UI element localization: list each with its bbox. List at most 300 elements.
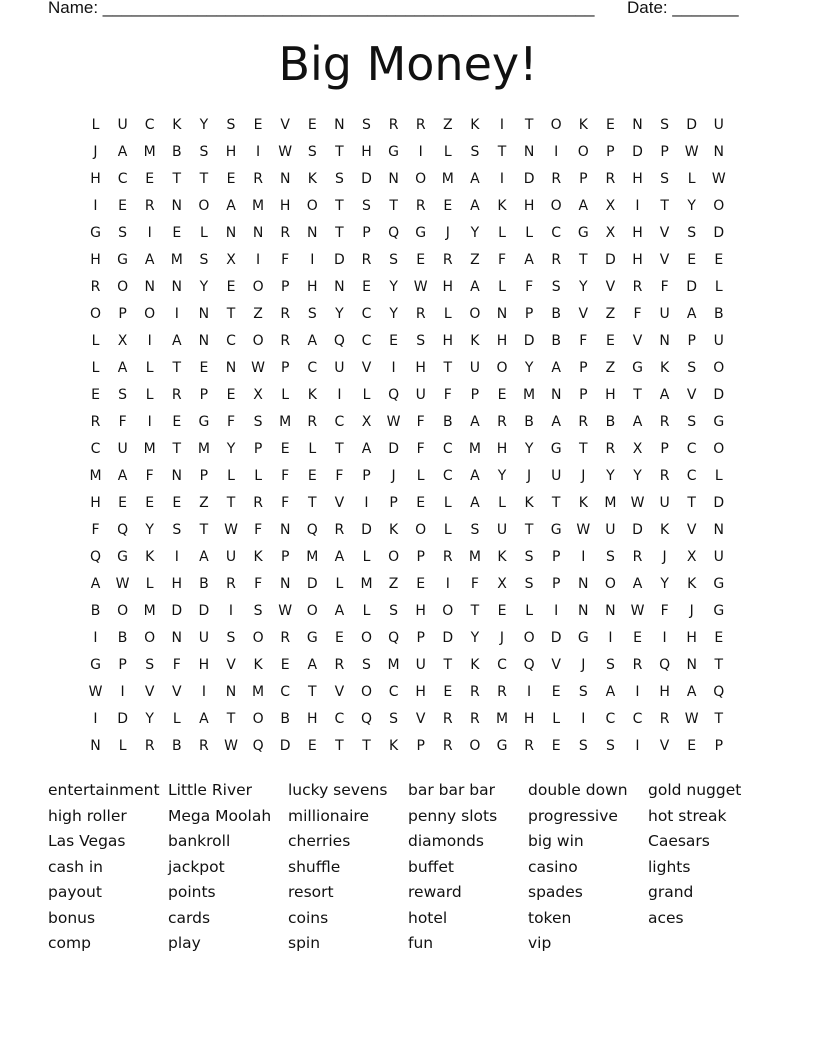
grid-letter: M: [360, 576, 373, 592]
grid-letter: R: [632, 657, 643, 673]
grid-letter: W: [711, 171, 726, 187]
grid-letter: M: [468, 549, 481, 565]
grid-letter: L: [714, 279, 723, 295]
grid-letter: F: [470, 576, 479, 592]
grid-letter: A: [686, 684, 697, 700]
grid-letter: H: [632, 225, 643, 241]
grid-letter: Q: [89, 549, 102, 565]
grid-letter: F: [660, 603, 669, 619]
grid-letter: D: [686, 279, 698, 295]
grid-letter: E: [91, 387, 100, 403]
grid-letter: A: [578, 198, 589, 214]
grid-letter: P: [389, 495, 398, 511]
grid-letter: L: [172, 711, 181, 727]
grid-letter: E: [118, 198, 128, 214]
grid-letter: N: [144, 279, 155, 295]
grid-letter: Y: [687, 198, 696, 214]
grid-letter: K: [389, 522, 399, 538]
grid-letter: W: [224, 522, 238, 538]
grid-letter: T: [524, 522, 534, 538]
grid-letter: Y: [470, 225, 480, 241]
grid-letter: Q: [333, 333, 345, 349]
grid-letter: F: [633, 306, 642, 322]
grid-letter: T: [633, 387, 642, 403]
grid-letter: D: [171, 603, 183, 619]
grid-letter: P: [579, 171, 588, 187]
grid-letter: M: [197, 441, 210, 457]
grid-letter: R: [551, 252, 562, 268]
word-list-item: payout: [48, 883, 102, 901]
grid-letter: M: [170, 252, 183, 268]
word-list-item: spades: [528, 883, 583, 901]
grid-letter: C: [497, 657, 507, 673]
grid-letter: V: [334, 495, 345, 511]
grid-letter: G: [550, 522, 562, 538]
grid-letter: D: [361, 522, 372, 538]
grid-letter: N: [307, 225, 318, 241]
grid-letter: Q: [523, 657, 535, 673]
grid-letter: E: [416, 576, 426, 592]
grid-letter: S: [470, 144, 480, 160]
grid-letter: Z: [253, 306, 263, 322]
grid-letter: B: [117, 630, 128, 646]
grid-letter: J: [499, 630, 505, 646]
word-list-item: hotel: [408, 908, 448, 927]
grid-letter: O: [469, 306, 481, 322]
grid-letter: X: [686, 549, 697, 565]
grid-letter: U: [198, 630, 210, 646]
grid-letter: O: [117, 279, 129, 295]
grid-letter: R: [226, 576, 236, 592]
grid-letter: U: [713, 549, 724, 565]
grid-letter: O: [360, 630, 373, 646]
grid-letter: H: [415, 603, 426, 619]
grid-letter: D: [550, 630, 562, 646]
grid-letter: H: [632, 171, 643, 187]
grid-letter: P: [579, 360, 588, 376]
grid-letter: G: [415, 225, 427, 241]
grid-letter: V: [632, 333, 643, 349]
grid-letter: A: [199, 549, 209, 565]
grid-letter: H: [442, 279, 454, 295]
grid-letter: P: [280, 549, 290, 565]
grid-letter: F: [443, 387, 452, 403]
grid-letter: L: [498, 279, 506, 295]
grid-letter: F: [254, 522, 263, 538]
grid-letter: K: [578, 495, 588, 511]
grid-letter: E: [226, 387, 236, 403]
grid-letter: F: [91, 522, 100, 538]
grid-letter: O: [144, 630, 156, 646]
grid-letter: E: [633, 630, 642, 646]
grid-letter: V: [226, 657, 236, 673]
grid-letter: S: [660, 171, 670, 187]
grid-letter: N: [334, 279, 345, 295]
grid-letter: K: [253, 549, 263, 565]
grid-letter: L: [443, 522, 452, 538]
word-list-item: Mega Moolah: [168, 806, 272, 825]
grid-letter: R: [334, 522, 345, 538]
grid-letter: R: [605, 171, 616, 187]
grid-letter: C: [226, 333, 236, 349]
grid-letter: Q: [713, 684, 725, 700]
word-list-item: spin: [288, 934, 321, 952]
grid-letter: V: [334, 684, 345, 700]
grid-letter: O: [604, 576, 616, 592]
grid-letter: E: [280, 657, 290, 673]
grid-letter: Q: [388, 225, 400, 241]
grid-letter: S: [578, 738, 588, 754]
word-list-item: gold nugget: [648, 781, 742, 799]
page-title: Big Money!: [278, 37, 538, 91]
grid-letter: O: [496, 360, 508, 376]
grid-letter: C: [605, 711, 616, 727]
grid-letter: R: [199, 738, 209, 754]
grid-letter: R: [90, 414, 101, 430]
grid-letter: C: [280, 684, 291, 700]
grid-letter: A: [226, 198, 236, 214]
grid-letter: R: [659, 711, 670, 727]
grid-letter: S: [416, 333, 426, 349]
grid-letter: O: [89, 306, 102, 322]
grid-letter: R: [280, 225, 291, 241]
grid-letter: K: [497, 549, 507, 565]
grid-letter: Z: [470, 252, 480, 268]
word-list-item: lights: [648, 857, 691, 876]
grid-letter: R: [551, 171, 562, 187]
grid-letter: U: [605, 522, 616, 538]
grid-letter: I: [256, 144, 261, 160]
grid-letter: T: [714, 657, 724, 673]
grid-letter: G: [388, 144, 400, 160]
grid-letter: D: [632, 522, 643, 538]
grid-letter: J: [445, 225, 450, 241]
grid-letter: E: [416, 252, 426, 268]
grid-letter: O: [252, 711, 264, 727]
grid-letter: O: [306, 603, 318, 619]
grid-letter: M: [306, 549, 319, 565]
grid-letter: J: [527, 468, 532, 484]
grid-letter: H: [496, 333, 508, 349]
grid-letter: U: [713, 333, 724, 349]
grid-letter: Y: [579, 279, 588, 295]
grid-letter: S: [118, 225, 128, 241]
word-list-item: high roller: [48, 806, 127, 825]
grid-letter: S: [253, 603, 263, 619]
grid-letter: V: [415, 711, 426, 727]
word-list-item: jackpot: [168, 857, 225, 876]
grid-letter: B: [171, 144, 182, 160]
grid-letter: D: [632, 144, 643, 160]
grid-letter: S: [578, 684, 588, 700]
grid-letter: R: [361, 252, 372, 268]
grid-letter: S: [334, 171, 344, 187]
grid-letter: S: [660, 117, 670, 133]
grid-letter: G: [306, 630, 318, 646]
grid-letter: E: [172, 414, 182, 430]
grid-letter: N: [279, 576, 291, 592]
grid-letter: P: [280, 279, 290, 295]
grid-letter: S: [172, 522, 182, 538]
grid-letter: O: [469, 738, 481, 754]
grid-letter: E: [605, 117, 615, 133]
grid-letter: A: [470, 171, 480, 187]
word-list-item: reward: [408, 883, 462, 901]
grid-letter: A: [470, 468, 480, 484]
word-list-item: resort: [288, 883, 334, 901]
grid-letter: R: [253, 495, 263, 511]
word-list-item: shuffle: [288, 857, 341, 876]
grid-letter: D: [713, 225, 725, 241]
grid-letter: K: [253, 657, 263, 673]
grid-letter: U: [225, 549, 237, 565]
grid-letter: E: [226, 171, 236, 187]
grid-letter: R: [90, 279, 101, 295]
grid-letter: D: [523, 171, 535, 187]
grid-letter: V: [659, 738, 670, 754]
grid-letter: C: [686, 468, 697, 484]
grid-letter: U: [334, 360, 345, 376]
grid-letter: B: [171, 738, 182, 754]
grid-letter: U: [713, 117, 724, 133]
grid-letter: H: [90, 495, 101, 511]
grid-letter: G: [117, 252, 129, 268]
grid-letter: D: [605, 252, 616, 268]
word-list-item: double down: [528, 781, 628, 799]
grid-letter: J: [581, 468, 586, 484]
grid-letter: S: [687, 225, 697, 241]
grid-letter: D: [686, 117, 698, 133]
word-list-item: bonus: [48, 908, 96, 927]
grid-letter: B: [524, 414, 534, 430]
grid-letter: Y: [470, 630, 480, 646]
grid-letter: K: [145, 549, 155, 565]
grid-letter: E: [714, 630, 724, 646]
grid-letter: X: [361, 414, 372, 430]
grid-letter: O: [713, 198, 725, 214]
grid-letter: O: [144, 306, 156, 322]
grid-letter: L: [525, 225, 533, 241]
grid-letter: N: [171, 198, 183, 214]
grid-letter: E: [280, 441, 290, 457]
grid-letter: S: [199, 252, 209, 268]
grid-letter: N: [171, 630, 183, 646]
grid-letter: S: [362, 117, 371, 133]
grid-letter: L: [525, 603, 533, 619]
grid-letter: I: [201, 684, 206, 700]
grid-letter: U: [117, 441, 128, 457]
grid-letter: P: [199, 387, 209, 403]
grid-letter: K: [389, 738, 399, 754]
grid-letter: K: [470, 333, 480, 349]
grid-letter: N: [713, 144, 725, 160]
grid-letter: B: [199, 576, 209, 592]
grid-letter: N: [578, 603, 589, 619]
grid-letter: X: [226, 252, 236, 268]
grid-letter: T: [226, 306, 236, 322]
grid-letter: E: [389, 333, 399, 349]
grid-letter: U: [496, 522, 508, 538]
grid-letter: F: [281, 495, 290, 511]
grid-letter: P: [660, 144, 669, 160]
grid-letter: C: [334, 414, 345, 430]
grid-letter: I: [608, 630, 613, 646]
grid-letter: L: [687, 171, 696, 187]
grid-letter: R: [415, 117, 426, 133]
grid-letter: B: [713, 306, 724, 322]
grid-letter: O: [577, 144, 589, 160]
grid-letter: Q: [659, 657, 671, 673]
grid-letter: V: [144, 684, 155, 700]
grid-letter: L: [227, 468, 235, 484]
grid-letter: Y: [199, 279, 209, 295]
name-field-label[interactable]: Name: ____________________________________________________: [48, 0, 595, 17]
grid-letter: I: [418, 144, 423, 160]
grid-letter: C: [686, 441, 697, 457]
grid-letter: J: [581, 657, 586, 673]
grid-letter: N: [90, 738, 101, 754]
grid-letter: L: [145, 387, 154, 403]
grid-letter: H: [90, 171, 101, 187]
grid-letter: I: [256, 252, 261, 268]
word-list-item: cherries: [288, 832, 351, 850]
grid-letter: S: [226, 630, 236, 646]
grid-letter: T: [443, 360, 453, 376]
grid-letter: R: [605, 441, 616, 457]
grid-letter: I: [527, 684, 532, 700]
grid-letter: R: [307, 414, 318, 430]
grid-letter: X: [497, 576, 507, 592]
grid-letter: E: [714, 252, 724, 268]
grid-letter: L: [416, 468, 425, 484]
grid-letter: S: [307, 144, 317, 160]
grid-letter: N: [713, 522, 725, 538]
grid-letter: R: [524, 738, 534, 754]
grid-letter: F: [172, 657, 181, 673]
grid-letter: V: [605, 279, 616, 295]
grid-letter: I: [147, 414, 152, 430]
grid-letter: T: [579, 252, 588, 268]
grid-letter: S: [389, 603, 399, 619]
grid-letter: K: [470, 117, 480, 133]
grid-letter: I: [364, 495, 369, 511]
grid-letter: E: [118, 495, 128, 511]
grid-letter: W: [630, 495, 645, 511]
grid-letter: A: [361, 441, 372, 457]
grid-letter: H: [686, 630, 697, 646]
word-list-item: entertainment: [48, 781, 160, 799]
grid-letter: R: [442, 549, 453, 565]
grid-letter: P: [118, 657, 127, 673]
grid-letter: A: [632, 576, 643, 592]
grid-letter: C: [334, 711, 345, 727]
grid-letter: G: [713, 414, 725, 430]
grid-letter: H: [605, 387, 616, 403]
grid-letter: V: [659, 225, 670, 241]
grid-letter: X: [632, 441, 643, 457]
grid-letter: Q: [360, 711, 373, 727]
grid-letter: I: [174, 306, 179, 322]
grid-letter: K: [660, 360, 670, 376]
grid-letter: W: [224, 738, 238, 754]
grid-letter: A: [199, 711, 209, 727]
grid-letter: E: [551, 738, 561, 754]
grid-letter: T: [687, 495, 696, 511]
grid-letter: N: [496, 306, 508, 322]
grid-letter: M: [143, 441, 156, 457]
grid-letter: O: [252, 630, 264, 646]
grid-letter: D: [334, 252, 345, 268]
grid-letter: C: [442, 468, 453, 484]
word-list-item: grand: [648, 883, 694, 901]
grid-letter: C: [144, 117, 155, 133]
grid-letter: T: [335, 144, 344, 160]
grid-letter: I: [147, 225, 152, 241]
grid-letter: L: [199, 225, 208, 241]
grid-letter: E: [362, 279, 371, 295]
grid-letter: H: [659, 684, 670, 700]
grid-letter: S: [226, 117, 236, 133]
grid-letter: I: [93, 711, 98, 727]
grid-letter: T: [226, 495, 236, 511]
grid-letter: R: [632, 549, 643, 565]
grid-letter: D: [713, 387, 725, 403]
word-list-item: diamonds: [408, 832, 484, 850]
grid-letter: L: [362, 549, 371, 565]
grid-letter: F: [281, 468, 290, 484]
grid-letter: F: [145, 468, 154, 484]
grid-letter: A: [307, 657, 318, 673]
grid-letter: B: [551, 306, 561, 322]
grid-letter: Q: [388, 630, 400, 646]
grid-letter: E: [687, 738, 697, 754]
grid-letter: S: [605, 549, 615, 565]
grid-letter: A: [334, 603, 345, 619]
grid-letter: A: [632, 414, 643, 430]
grid-letter: L: [498, 495, 506, 511]
grid-letter: L: [335, 576, 344, 592]
grid-letter: D: [361, 171, 372, 187]
grid-letter: H: [523, 711, 535, 727]
grid-letter: Y: [145, 522, 154, 538]
grid-letter: H: [307, 711, 318, 727]
word-list-item: progressive: [528, 806, 618, 825]
grid-letter: F: [118, 414, 127, 430]
grid-letter: F: [281, 252, 290, 268]
word-list-item: cash in: [48, 857, 103, 876]
grid-letter: W: [278, 144, 293, 160]
grid-letter: W: [684, 711, 699, 727]
grid-letter: T: [172, 360, 182, 376]
word-list-item: Caesars: [648, 832, 710, 850]
grid-letter: R: [659, 414, 670, 430]
grid-letter: L: [91, 333, 100, 349]
grid-letter: V: [361, 360, 372, 376]
grid-letter: L: [443, 306, 452, 322]
grid-letter: B: [605, 414, 616, 430]
grid-letter: A: [117, 360, 128, 376]
grid-letter: R: [497, 414, 507, 430]
date-field-label[interactable]: Date: _______: [627, 0, 739, 17]
grid-letter: T: [714, 711, 724, 727]
grid-letter: S: [118, 387, 128, 403]
grid-letter: A: [659, 387, 670, 403]
grid-letter: S: [389, 711, 399, 727]
word-list-item: millionaire: [288, 806, 370, 825]
grid-letter: O: [252, 279, 264, 295]
grid-letter: U: [469, 360, 481, 376]
grid-letter: T: [579, 441, 588, 457]
